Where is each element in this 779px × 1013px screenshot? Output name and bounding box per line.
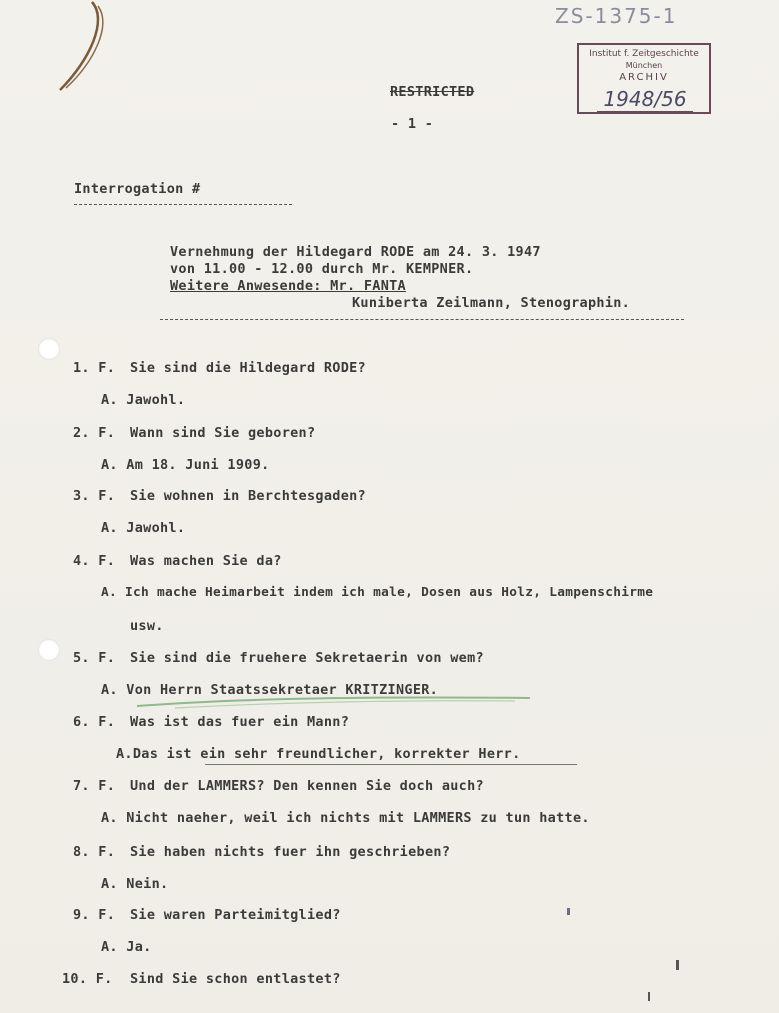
a5-text: A. Von Herrn Staatssekretaer KRITZINGER. bbox=[101, 682, 439, 698]
q9-num: 9. F. bbox=[73, 907, 116, 923]
q5-text: Sie sind die fruehere Sekretaerin von wem? bbox=[130, 650, 484, 666]
ink-speck bbox=[567, 908, 570, 915]
interrogation-underline bbox=[74, 203, 292, 205]
intro-line3: Weitere Anwesende: Mr. FANTA bbox=[170, 278, 406, 294]
a2-text: A. Am 18. Juni 1909. bbox=[101, 457, 270, 473]
q1-text: Sie sind die Hildegard RODE? bbox=[130, 360, 366, 376]
stamp-line1: Institut f. Zeitgeschichte bbox=[589, 49, 699, 59]
q2-num: 2. F. bbox=[73, 425, 116, 441]
a8-text: A. Nein. bbox=[101, 876, 169, 892]
q6-num: 6. F. bbox=[73, 714, 116, 730]
q3-num: 3. F. bbox=[73, 488, 116, 504]
a4-text-cont: usw. bbox=[130, 618, 164, 634]
interrogation-label: Interrogation # bbox=[74, 181, 201, 197]
a9-text: A. Ja. bbox=[101, 939, 152, 955]
punch-hole bbox=[38, 639, 60, 661]
paperclip-mark-icon bbox=[50, 0, 110, 95]
ink-speck bbox=[648, 992, 650, 1001]
q3-text: Sie wohnen in Berchtesgaden? bbox=[130, 488, 366, 504]
classification-label: RESTRICTED bbox=[390, 84, 475, 100]
intro-line2: von 11.00 - 12.00 durch Mr. KEMPNER. bbox=[170, 261, 474, 277]
intro-line1: Vernehmung der Hildegard RODE am 24. 3. 1947 bbox=[170, 244, 541, 260]
archive-stamp bbox=[577, 43, 711, 114]
q2-text: Wann sind Sie geboren? bbox=[130, 425, 316, 441]
a6-text: A.Das ist ein sehr freundlicher, korrekter Herr. bbox=[116, 746, 521, 762]
q4-text: Was machen Sie da? bbox=[130, 553, 282, 569]
archive-mark: ZS-1375-1 bbox=[555, 4, 678, 28]
a3-text: A. Jawohl. bbox=[101, 520, 186, 536]
q9-text: Sie waren Parteimitglied? bbox=[130, 907, 341, 923]
punch-hole bbox=[38, 338, 60, 360]
q7-num: 7. F. bbox=[73, 778, 116, 794]
a6-underline bbox=[205, 763, 577, 765]
stamp-number: 1948/56 bbox=[597, 87, 693, 112]
intro-line4: Kuniberta Zeilmann, Stenographin. bbox=[352, 295, 631, 311]
q4-num: 4. F. bbox=[73, 553, 116, 569]
page-number: - 1 - bbox=[391, 116, 434, 132]
stamp-line2: München bbox=[625, 61, 663, 70]
q8-num: 8. F. bbox=[73, 844, 116, 860]
q5-num: 5. F. bbox=[73, 650, 116, 666]
q10-text: Sind Sie schon entlastet? bbox=[130, 971, 341, 987]
a7-text: A. Nicht naeher, weil ich nichts mit LAMMERS zu tun hatte. bbox=[101, 810, 590, 826]
green-marker-underline bbox=[135, 692, 535, 710]
a4-text: A. Ich mache Heimarbeit indem ich male, Dosen aus Holz, Lampenschirme bbox=[101, 585, 654, 600]
q6-text: Was ist das fuer ein Mann? bbox=[130, 714, 350, 730]
q10-num: 10. F. bbox=[62, 971, 113, 987]
stamp-line3: ARCHIV bbox=[619, 72, 669, 83]
intro-underline bbox=[160, 318, 684, 320]
q7-text: Und der LAMMERS? Den kennen Sie doch auch? bbox=[130, 778, 484, 794]
a1-text: A. Jawohl. bbox=[101, 392, 186, 408]
q1-num: 1. F. bbox=[73, 360, 116, 376]
ink-speck bbox=[676, 960, 679, 970]
q8-text: Sie haben nichts fuer ihn geschrieben? bbox=[130, 844, 451, 860]
